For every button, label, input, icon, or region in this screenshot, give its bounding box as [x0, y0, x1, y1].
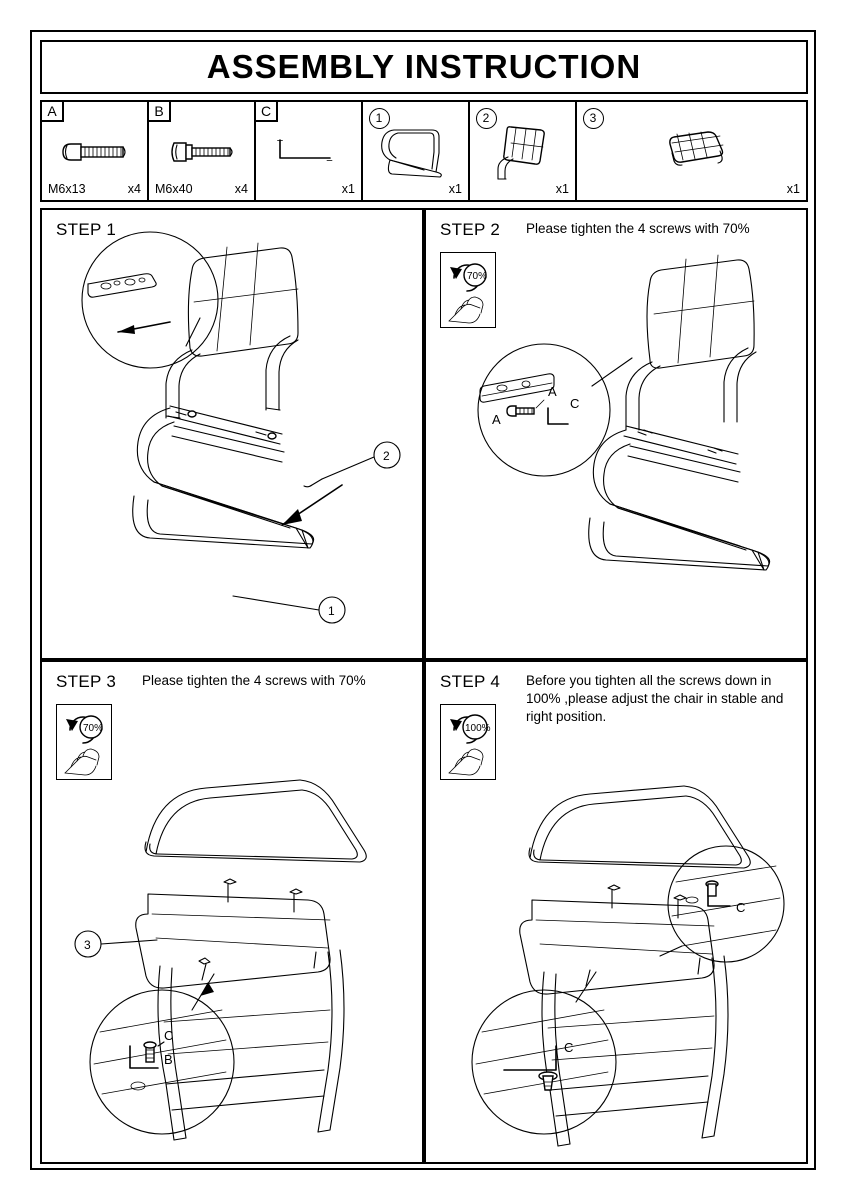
part-qty-c: x1 — [341, 182, 355, 196]
step-4-detail-label-c2: C — [564, 1040, 574, 1055]
parts-cell-2 — [470, 102, 577, 200]
chair-backrest-icon — [470, 124, 575, 180]
step-1-callout-1: 1 — [328, 604, 335, 618]
step-4-torque-value: 100% — [465, 723, 491, 734]
part-tag-3-text: 3 — [583, 108, 604, 129]
step-panel-2 — [424, 208, 808, 660]
part-tag-a: A — [42, 102, 64, 122]
part-tag-1-text: 1 — [369, 108, 390, 129]
bolt-flat-head-icon — [149, 124, 254, 180]
step-3-callout-3: 3 — [84, 938, 91, 952]
step-4-label: STEP 4 — [440, 672, 501, 691]
step-2-detail-label-a2: A — [548, 384, 557, 399]
step-1-callout-2: 2 — [383, 449, 390, 463]
step-4-torque-box — [440, 704, 496, 780]
parts-cell-a — [42, 102, 149, 200]
part-qty-3: x1 — [786, 182, 800, 196]
parts-table — [40, 100, 808, 202]
title-band — [40, 40, 808, 94]
step-3-label: STEP 3 — [56, 672, 117, 691]
part-footer-2 — [470, 181, 575, 197]
step-3-note: Please tighten the 4 screws with 70% — [142, 673, 366, 688]
sheet-border — [30, 30, 816, 1170]
step-2-note: Please tighten the 4 screws with 70% — [526, 221, 750, 236]
parts-cell-c — [256, 102, 363, 200]
bolt-button-head-icon — [42, 124, 147, 180]
step-panel-1 — [40, 208, 424, 660]
step-1-label: STEP 1 — [56, 220, 117, 239]
step-3-torque-box — [56, 704, 112, 780]
part-tag-2-text: 2 — [476, 108, 497, 129]
step-2-detail-label-c: C — [570, 396, 580, 411]
part-qty-2: x1 — [555, 182, 569, 196]
part-qty-b: x4 — [234, 182, 248, 196]
step-1-artwork — [42, 210, 422, 658]
part-qty-a: x4 — [127, 182, 141, 196]
parts-cell-b — [149, 102, 256, 200]
step-2-label: STEP 2 — [440, 220, 501, 239]
parts-cell-1 — [363, 102, 470, 200]
page-title: ASSEMBLY INSTRUCTION — [206, 48, 642, 85]
part-qty-1: x1 — [448, 182, 462, 196]
part-name-b: M6x40 — [155, 182, 193, 196]
part-footer-b — [149, 181, 254, 197]
part-footer-a — [42, 181, 147, 197]
part-name-a: M6x13 — [48, 182, 86, 196]
step-2-torque-box — [440, 252, 496, 328]
step-panel-4 — [424, 660, 808, 1164]
part-footer-3 — [577, 181, 806, 197]
step-2-torque-value: 70% — [467, 271, 488, 282]
step-2-detail-label-a1: A — [492, 412, 501, 427]
step-panel-3 — [40, 660, 424, 1164]
part-tag-b: B — [149, 102, 171, 122]
part-footer-c — [256, 181, 361, 197]
parts-cell-3 — [577, 102, 806, 200]
step-4-note: Before you tighten all the screws down in 100% ,please adjust the chair in stable and right position. — [526, 673, 784, 724]
part-footer-1 — [363, 181, 468, 197]
part-tag-c: C — [256, 102, 278, 122]
step-3-torque-value: 70% — [83, 723, 104, 734]
chair-base-frame-icon — [363, 124, 468, 180]
step-3-detail-label-b: B — [164, 1052, 173, 1067]
step-3-detail-label-c: C — [164, 1028, 174, 1043]
chair-seat-cushion-icon — [577, 124, 806, 180]
allen-key-icon — [256, 124, 361, 180]
step-4-detail-label-c1: C — [736, 900, 746, 915]
